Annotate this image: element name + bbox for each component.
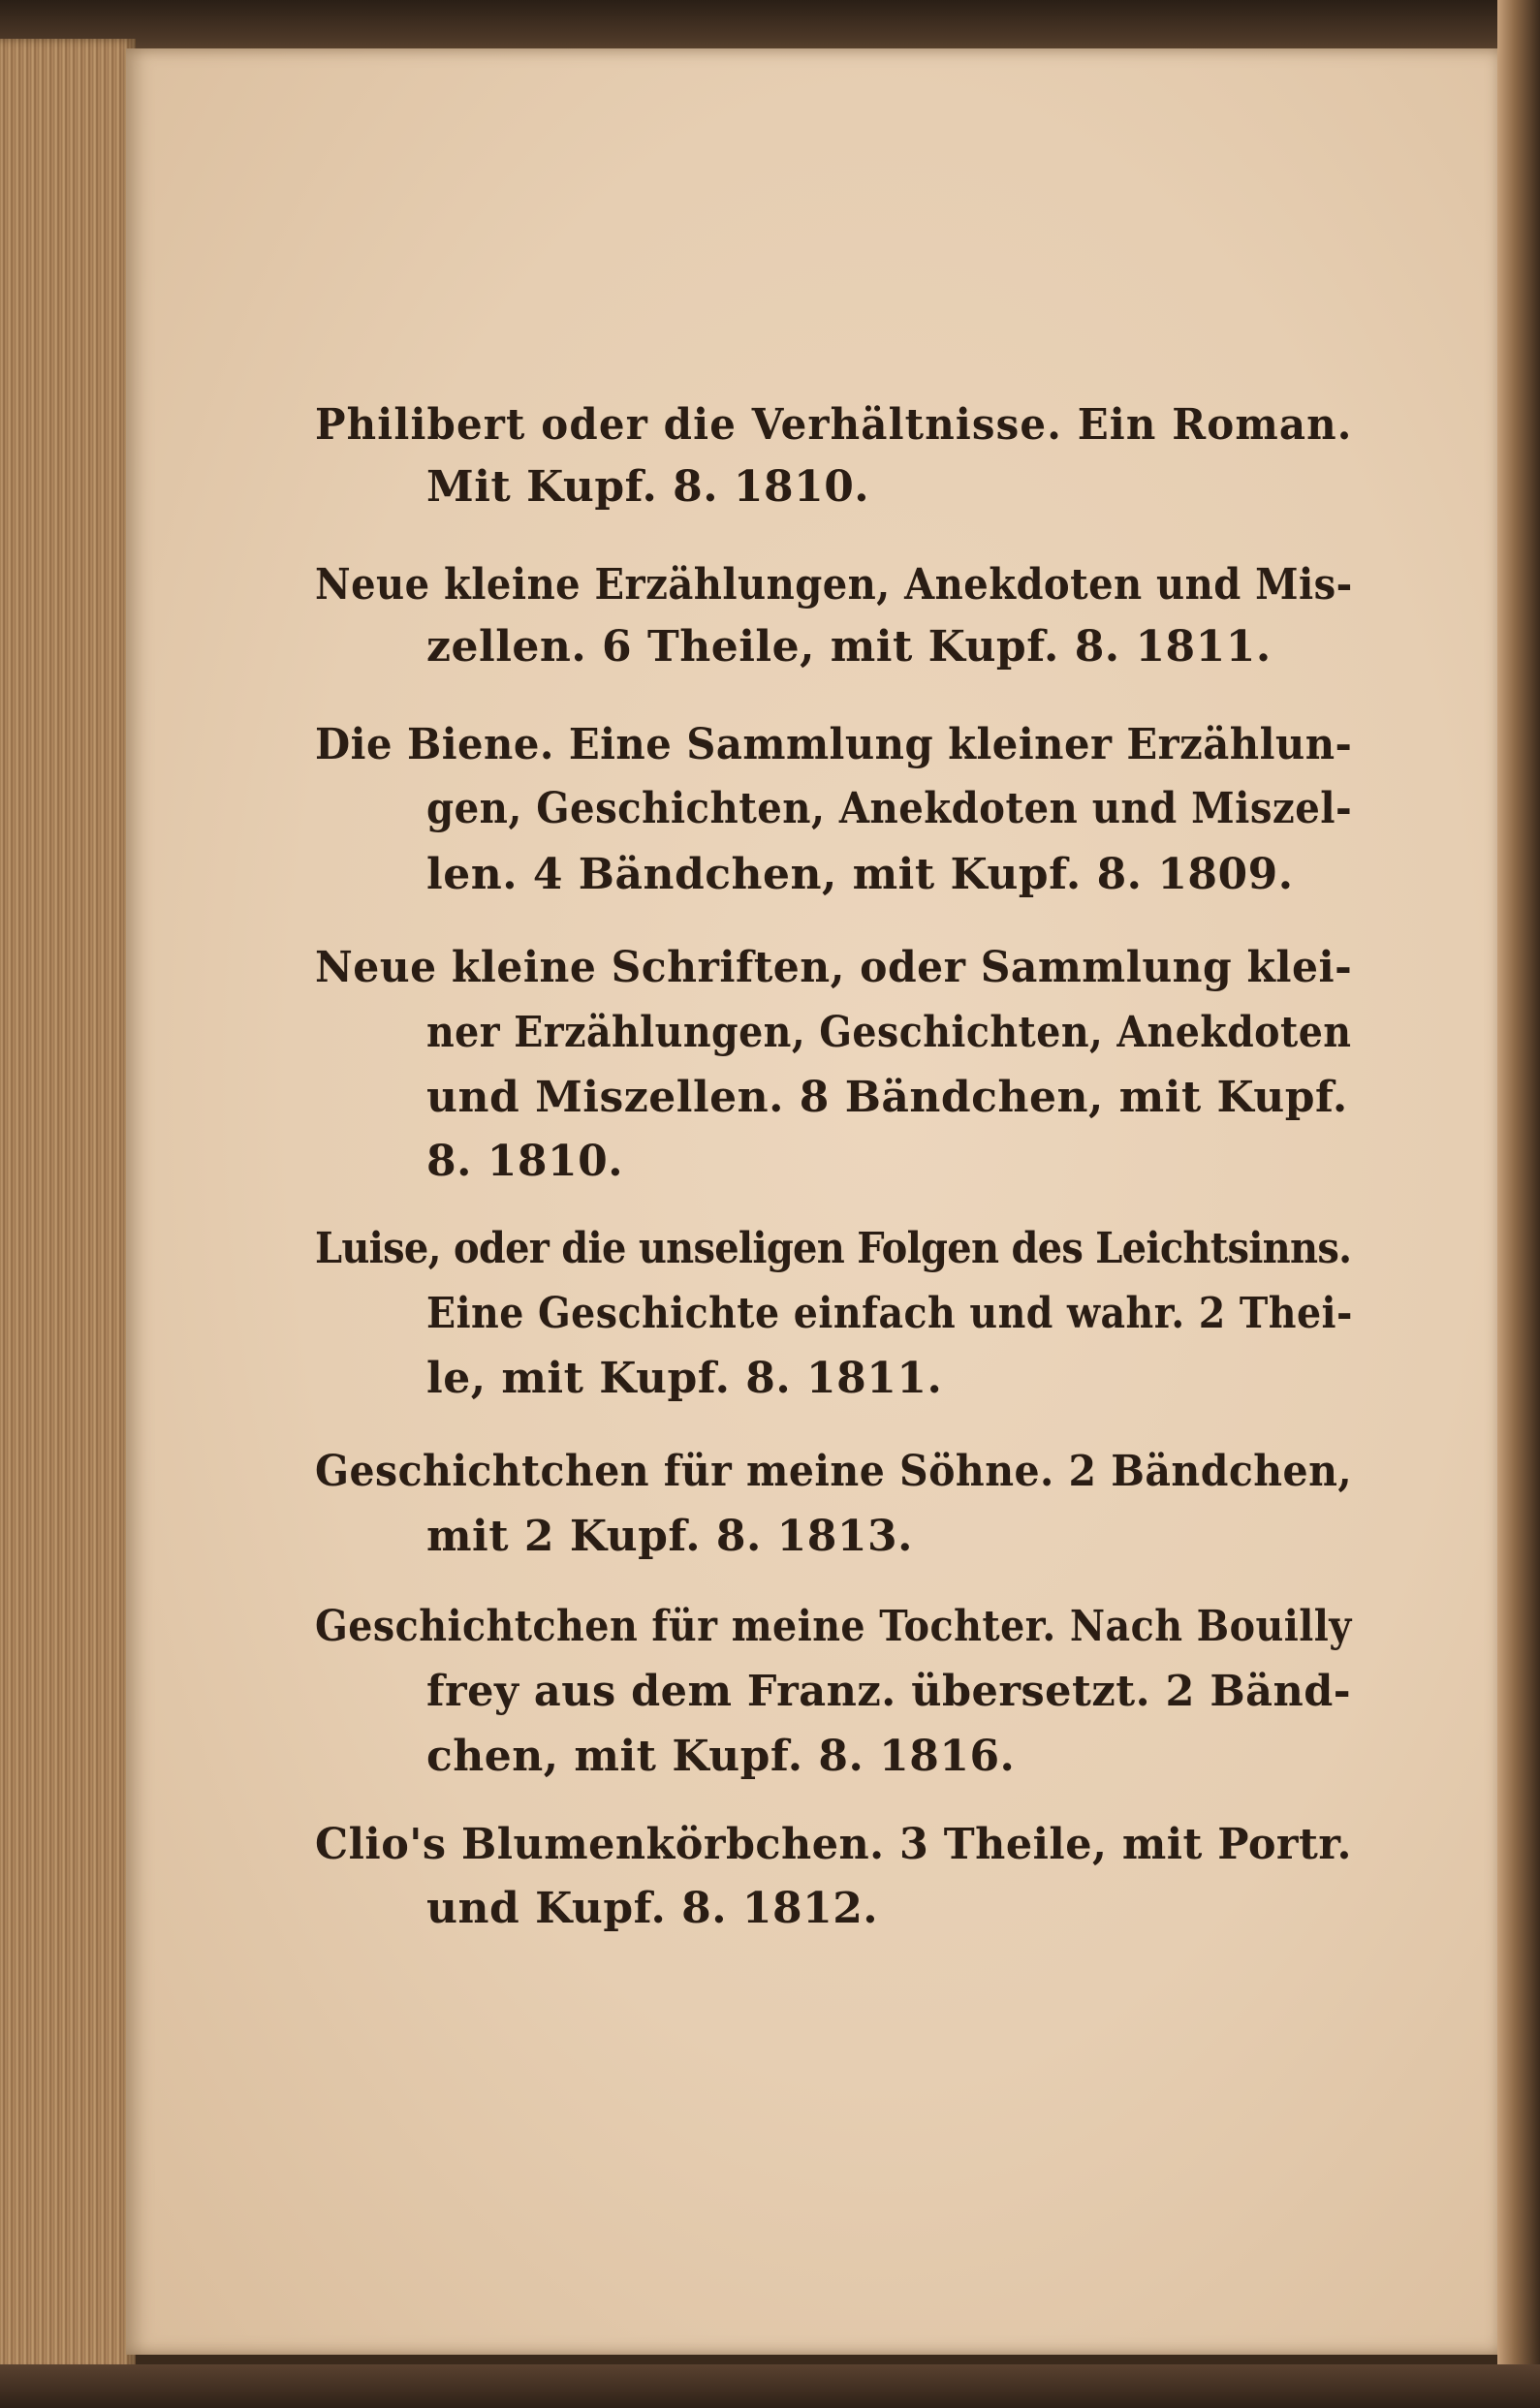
entry-line: Luise, oder die unseligen Folgen des Leichtsinns.: [315, 1224, 1352, 1273]
entry-line: und Kupf. 8. 1812.: [426, 1884, 879, 1933]
entry-line: len. 4 Bändchen, mit Kupf. 8. 1809.: [426, 850, 1294, 899]
entry-line: und Miszellen. 8 Bändchen, mit Kupf.: [426, 1073, 1348, 1122]
entry-line: Philibert oder die Verhältnisse. Ein Roman.: [315, 400, 1353, 450]
entry-line: Mit Kupf. 8. 1810.: [426, 462, 870, 512]
entry-line: Eine Geschichte einfach und wahr. 2 Thei-: [426, 1289, 1353, 1338]
entry-line: Neue kleine Erzählungen, Anekdoten und Mis-: [315, 560, 1353, 610]
entry-line: Clio's Blumenkörbchen. 3 Theile, mit Portr.: [315, 1820, 1352, 1869]
entry-line: chen, mit Kupf. 8. 1816.: [426, 1732, 1016, 1781]
entry-line: Die Biene. Eine Sammlung kleiner Erzählun-: [315, 720, 1353, 769]
entry-line: Geschichtchen für meine Söhne. 2 Bändchen,: [315, 1447, 1353, 1496]
entry-line: zellen. 6 Theile, mit Kupf. 8. 1811.: [426, 622, 1272, 672]
entry-line: Neue kleine Schriften, oder Sammlung klei-: [315, 943, 1353, 992]
entry-line: 8. 1810.: [426, 1137, 624, 1186]
entry-line: gen, Geschichten, Anekdoten und Miszel-: [426, 784, 1353, 833]
entry-line: ner Erzählungen, Geschichten, Anekdoten: [426, 1008, 1352, 1057]
entry-line: mit 2 Kupf. 8. 1813.: [426, 1512, 913, 1561]
entry-line: le, mit Kupf. 8. 1811.: [426, 1354, 943, 1403]
entry-line: frey aus dem Franz. übersetzt. 2 Bänd-: [426, 1667, 1352, 1716]
entry-line: Geschichtchen für meine Tochter. Nach Bouilly: [315, 1602, 1352, 1651]
